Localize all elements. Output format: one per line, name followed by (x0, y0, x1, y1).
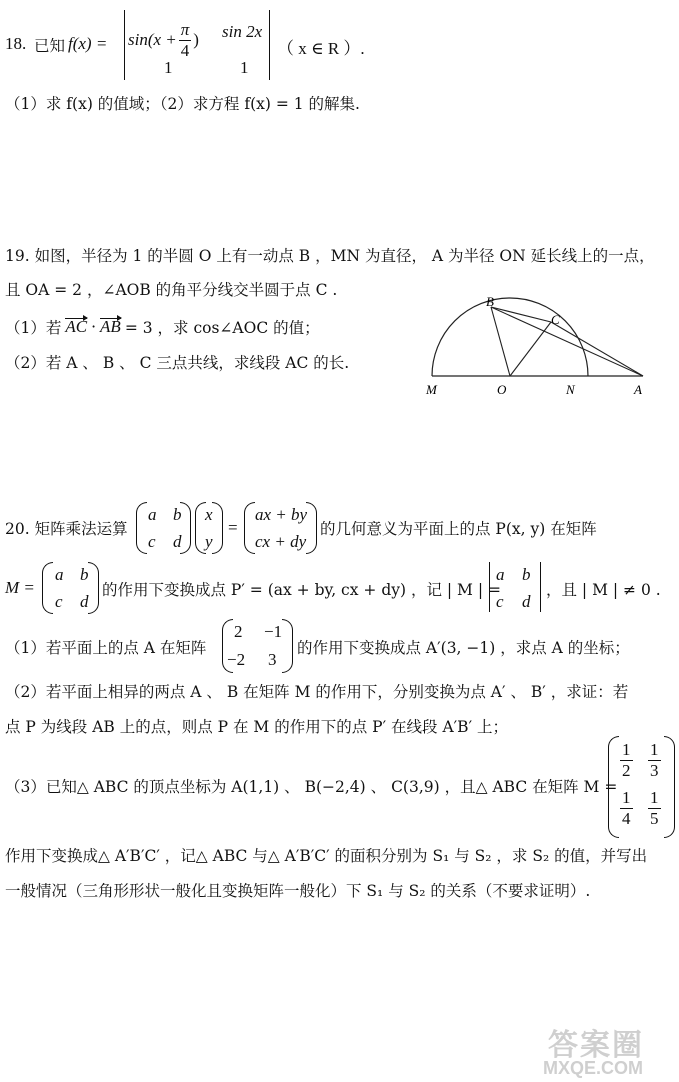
q20-lead: 20. 矩阵乘法运算 (5, 520, 128, 538)
label-n: N (566, 382, 575, 397)
mm-a: a (55, 565, 64, 584)
q18-cell-d: 1 (240, 58, 249, 77)
q19-line1: 19. 如图，半径为 1 的半圆 O 上有一动点 B ，MN 为直径， A 为半径 ON 延长线上的一点， (5, 247, 655, 265)
q18-cell-c: 1 (164, 58, 173, 77)
q20-m-eq: M = (5, 578, 35, 597)
label-m: M (426, 382, 437, 397)
q18-det-right-bar (269, 10, 270, 80)
p1-m22: 3 (268, 650, 277, 669)
q18-fx: f(x) = (68, 34, 108, 53)
mm-b: b (80, 565, 89, 584)
v-x: x (205, 505, 213, 524)
q18-pi-over-4: $\frac{\pi}{4}$ (180, 20, 190, 60)
q19-figure (420, 288, 665, 400)
m-d: d (173, 532, 182, 551)
p3-m-c: $\frac{1}{4}$ (622, 788, 631, 828)
segment-oc (510, 322, 551, 376)
matrix-m-right-paren (88, 562, 99, 614)
p1-m11: 2 (234, 622, 243, 641)
label-a: A (634, 382, 642, 397)
q20-p3-line1: （3）已知△ ABC 的顶点坐标为 A(1,1) 、 B(−2,4) 、 C(3,9) ，且△ ABC 在矩阵 M = (5, 778, 618, 796)
result-r2: cx + dy (255, 532, 307, 551)
dm-b: b (522, 565, 531, 584)
label-o: O (497, 382, 507, 397)
segment-ba (491, 307, 643, 376)
vector-xy-right-paren (212, 502, 223, 554)
result-right-paren (306, 502, 317, 554)
q18-cell-b: sin 2x (222, 22, 263, 41)
p3-matrix-left-paren (608, 736, 619, 838)
matrix-m-left-paren (42, 562, 53, 614)
p1-matrix-right-paren (282, 619, 293, 673)
segment-ca (551, 322, 643, 376)
m-b: b (173, 505, 182, 524)
segment-ob (491, 307, 510, 376)
q18-parts: （1）求 f(x) 的值域；（2）求方程 f(x) = 1 的解集. (5, 95, 360, 113)
det-m-right-bar (540, 562, 541, 612)
label-c: C (551, 312, 560, 327)
q19-line2: 且 OA = 2 ，∠AOB 的角平分线交半圆于点 C . (5, 281, 338, 299)
det-m-left-bar (489, 562, 490, 612)
v-y: y (205, 532, 213, 551)
p3-m-b: $\frac{1}{3}$ (650, 740, 659, 780)
q20-p1-post: 的作用下变换成点 A′(3, −1) ，求点 A 的坐标； (297, 639, 630, 657)
q20-p2-line1: （2）若平面上相异的两点 A 、 B 在矩阵 M 的作用下，分别变换为点 A′ 、 B′ ，求证：若 (5, 683, 629, 701)
p1-m12: −1 (264, 622, 283, 641)
dm-c: c (496, 592, 504, 611)
q20-p2-line2: 点 P 为线段 AB 上的点，则点 P 在 M 的作用下的点 P′ 在线段 A′B′ 上； (5, 718, 509, 736)
label-b: B (486, 294, 494, 309)
result-r1: ax + by (255, 505, 308, 524)
m-a: a (148, 505, 157, 524)
semicircle (432, 298, 588, 376)
dm-a: a (496, 565, 505, 584)
result-left-paren (244, 502, 255, 554)
mm-c: c (55, 592, 63, 611)
q20-p1-pre: （1）若平面上的点 A 在矩阵 (5, 639, 207, 657)
matrix-abcd-left-paren (136, 502, 147, 554)
q18-domain: （ x ∈ R ）. (277, 39, 365, 58)
dm-d: d (522, 592, 531, 611)
q18-number: 18. (5, 34, 27, 53)
q20-l2-mid: 的作用下变换成点 P′ = (ax + by, cx + dy) ，记 | M | = (102, 581, 501, 599)
p3-matrix-right-paren (664, 736, 675, 838)
q19-part2: （2）若 A 、 B 、 C 三点共线，求线段 AC 的长. (5, 354, 350, 372)
m-c: c (148, 532, 156, 551)
segment-bc (491, 307, 551, 322)
q20-l2-post: ，且 | M | ≠ 0 . (546, 581, 661, 599)
q18-cell-a: sin(x + $\frac{\pi}{4}$ ) (128, 20, 199, 60)
mm-d: d (80, 592, 89, 611)
vector-ab: AB (100, 317, 121, 336)
q20-equals: = (228, 518, 238, 537)
watermark-url: MXQE.COM (543, 1058, 644, 1078)
p3-m-a: $\frac{1}{2}$ (622, 740, 631, 780)
q20-p3-line2: 作用下变换成△ A′B′C′ ，记△ ABC 与△ A′B′C′ 的面积分别为 S₁ 与 S₂ ，求 S₂ 的值，并写出 (5, 847, 648, 865)
p3-m-d: $\frac{1}{5}$ (650, 788, 659, 828)
q18-det-left-bar (124, 10, 125, 80)
q19-part1: （1）若 AC · AB = 3 ，求 cos∠AOC 的值； (5, 317, 320, 337)
vector-ac: AC (65, 317, 88, 336)
q18-lead: 已知 (34, 37, 66, 55)
p1-m21: −2 (227, 650, 246, 669)
q20-p3-line3: 一般情况（三角形形状一般化且变换矩阵一般化）下 S₁ 与 S₂ 的关系（不要求证明）. (5, 882, 591, 900)
watermark-logo: 答案圈 (548, 1029, 644, 1062)
q20-meaning: 的几何意义为平面上的点 P(x, y) 在矩阵 (320, 520, 597, 538)
